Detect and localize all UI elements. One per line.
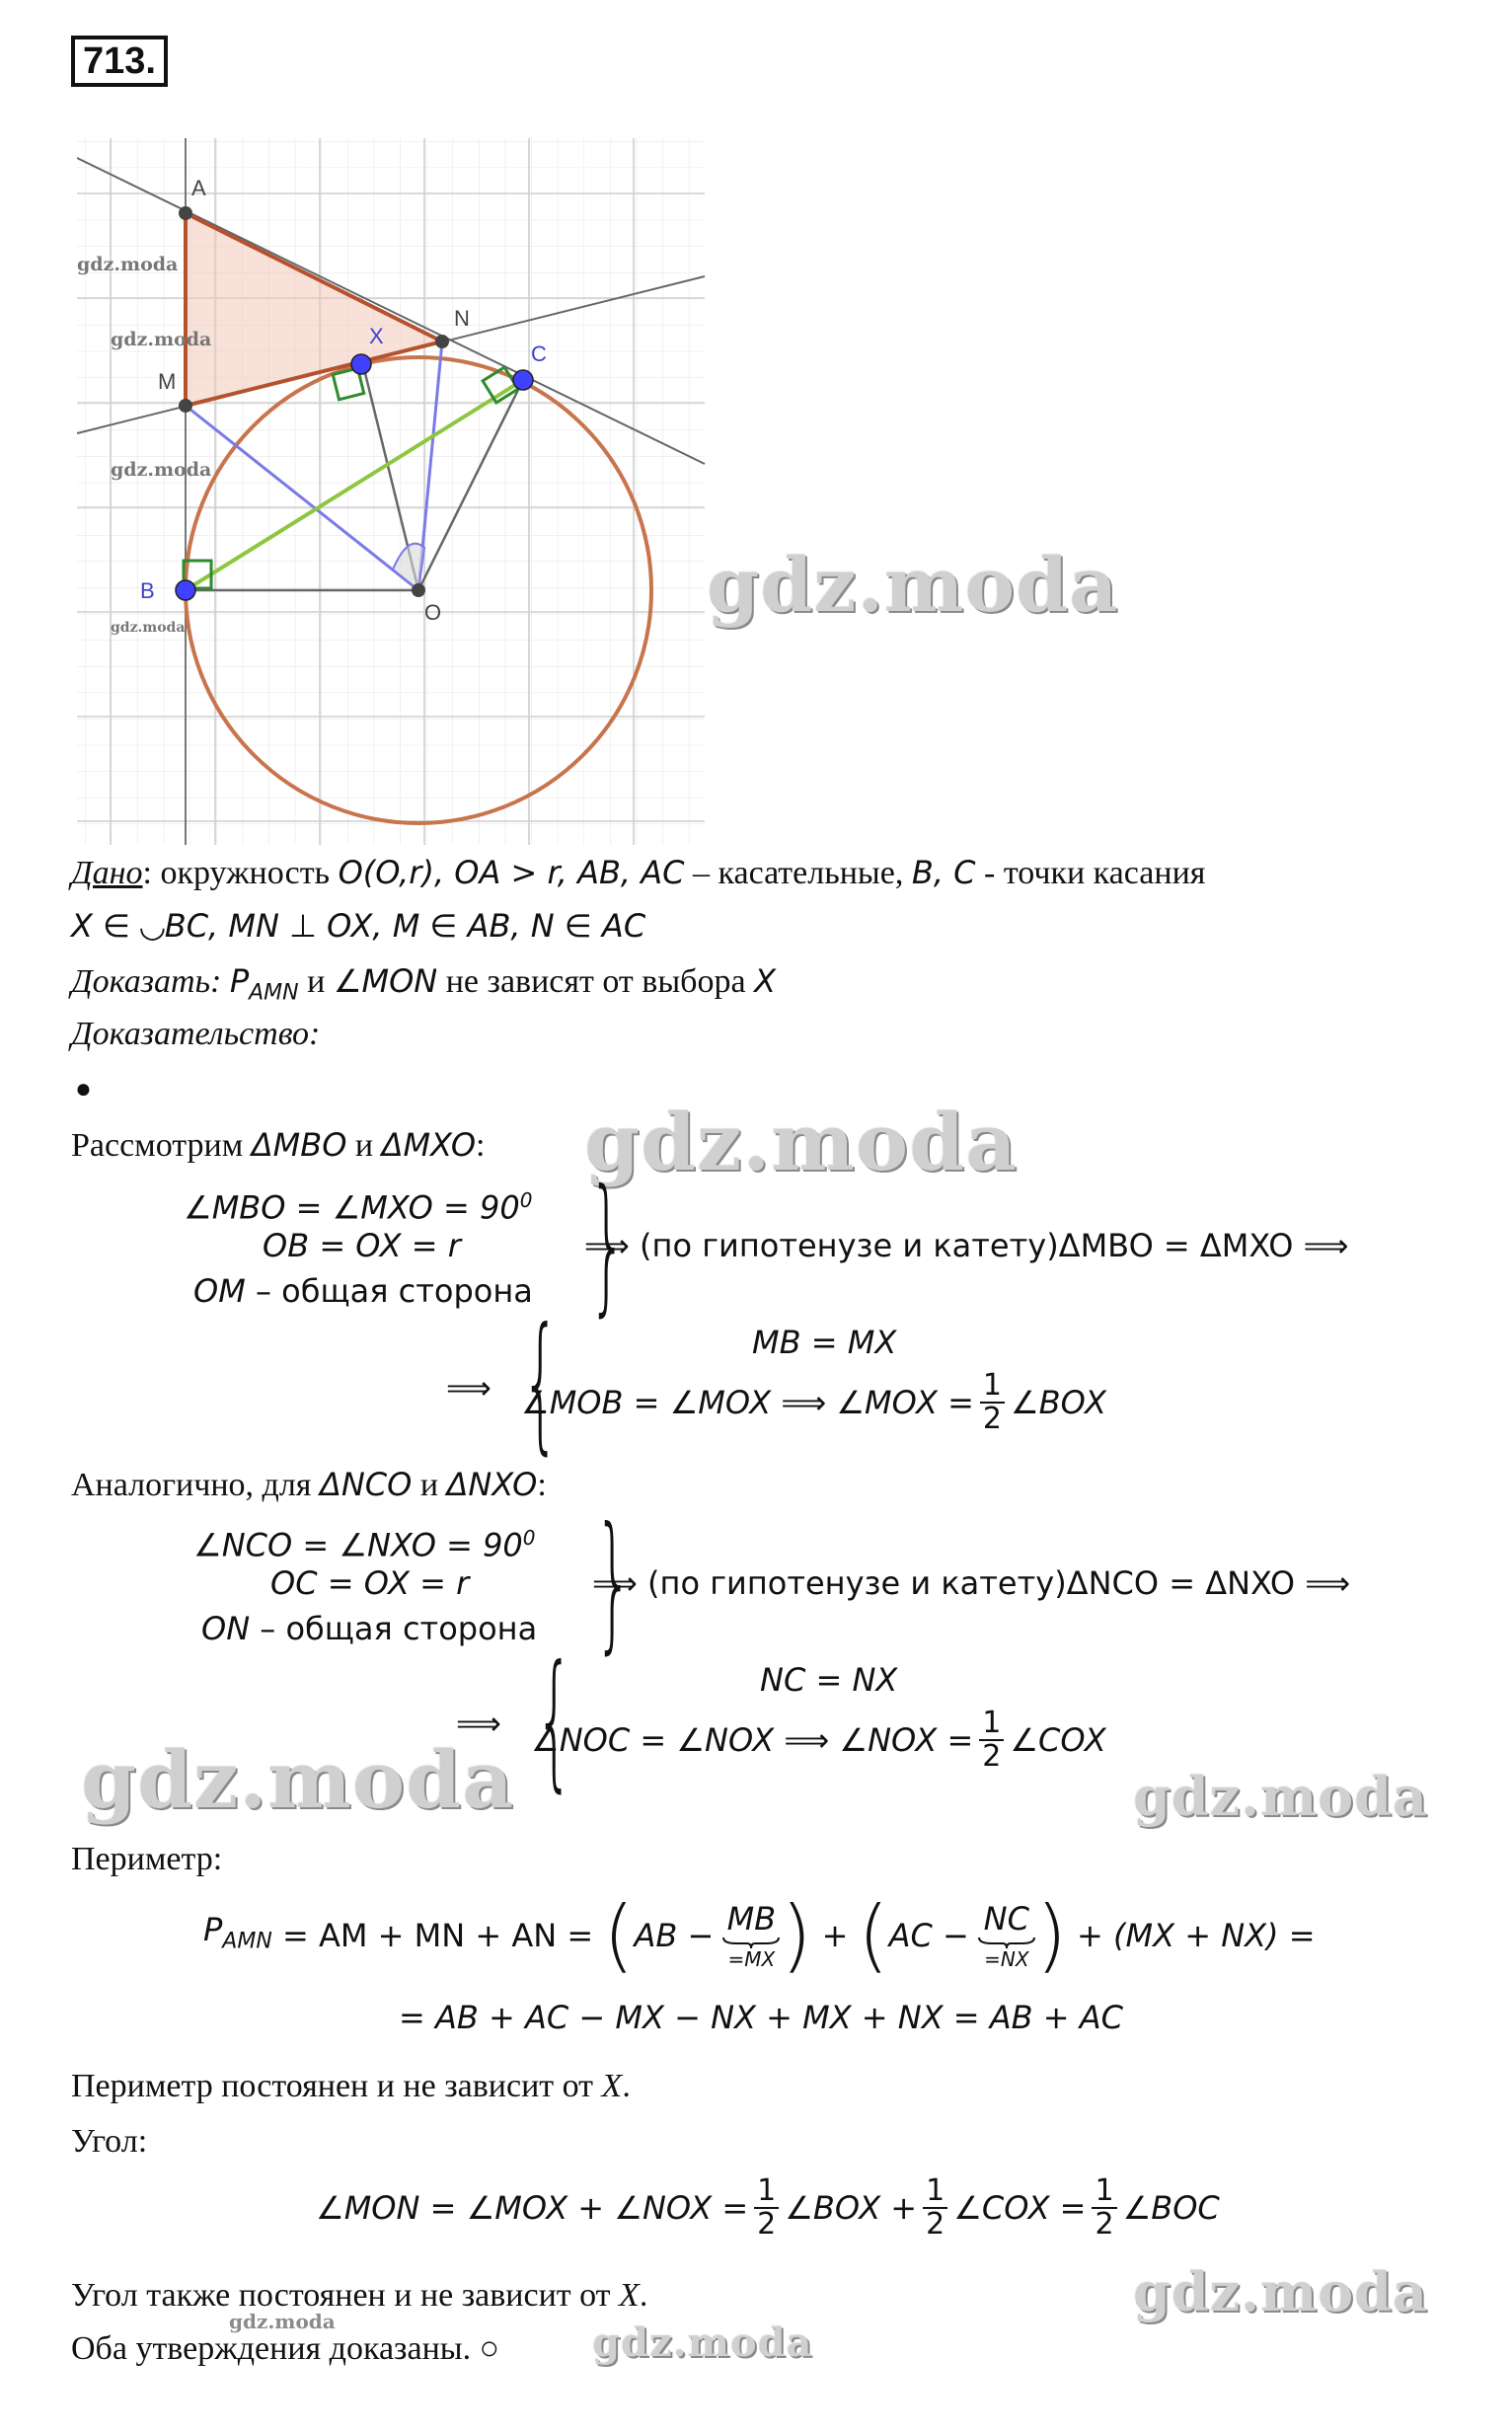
part1-eq1: MB = MX bbox=[752, 1324, 897, 1361]
underbrace-mb: MB =MX bbox=[721, 1902, 781, 1969]
left-brace: { bbox=[535, 1635, 573, 1806]
fraction: $\frac{1}{2}$ bbox=[754, 2175, 779, 2241]
fraction: $\frac{1}{2}$ bbox=[923, 2175, 947, 2241]
given-line-1: Дано: окружность O(O,r), OA > r, AB, AC – касательные, B, C - точки касания bbox=[71, 854, 1206, 891]
point-n bbox=[435, 335, 449, 348]
geometry-figure bbox=[77, 138, 709, 849]
part1-intro: Рассмотрим ΔMBO и ΔMXO: bbox=[71, 1126, 486, 1164]
perimeter-label: Периметр: bbox=[71, 1841, 223, 1877]
point-b bbox=[176, 580, 195, 600]
part1-cond2: OB = OX = r bbox=[263, 1227, 461, 1264]
label-n: N bbox=[454, 306, 470, 331]
left-brace: { bbox=[521, 1297, 560, 1469]
label-c: C bbox=[531, 342, 547, 366]
part2-result: ⟹ (по гипотенузе и катету)ΔNCO = ΔNXO ⟹ bbox=[592, 1564, 1351, 1602]
fraction: $\frac{1}{2}$ bbox=[1092, 2175, 1116, 2241]
part1-arrow: ⟹ bbox=[446, 1369, 491, 1407]
underbrace-nc: NC =NX bbox=[977, 1902, 1036, 1969]
final-statement: Оба утверждения доказаны. ○ bbox=[71, 2330, 500, 2367]
part1-eq2: ∠MOB = ∠MOX ⟹ ∠MOX = $\frac{1}{2}$ ∠BOX bbox=[521, 1368, 1106, 1436]
figure-watermark: gdz.moda bbox=[77, 254, 179, 275]
fraction: $\frac{1}{2}$ bbox=[980, 1370, 1005, 1435]
prove-line: Доказать: $P_{AMN}$ и ∠MON не зависят от выбора X bbox=[71, 962, 776, 1006]
part2-arrow: ⟹ bbox=[456, 1705, 501, 1742]
figure-watermark: gdz.moda bbox=[111, 329, 212, 350]
part2-cond1: ∠NCO = ∠NXO = $90^0$ bbox=[193, 1526, 536, 1564]
watermark: gdz.moda bbox=[81, 1733, 514, 1826]
perimeter-line2: = AB + AC − MX − NX + MX + NX = AB + AC bbox=[399, 1999, 1124, 2036]
watermark: gdz.moda bbox=[1133, 1765, 1428, 1828]
point-o bbox=[412, 583, 425, 597]
point-m bbox=[179, 399, 192, 413]
part2-cond2: OC = OX = r bbox=[270, 1564, 470, 1602]
part2-cond3: ON – общая сторона bbox=[201, 1610, 538, 1647]
angle-label: Угол: bbox=[71, 2123, 148, 2160]
point-c bbox=[513, 370, 533, 390]
part1-result: ⟹ (по гипотенузе и катету)ΔMBO = ΔMXO ⟹ bbox=[584, 1227, 1349, 1264]
proof-label: Доказательство: bbox=[71, 1016, 321, 1052]
figure-watermark: gdz.moda bbox=[111, 459, 212, 481]
label-o: O bbox=[424, 600, 442, 625]
part2-intro: Аналогично, для ΔNCO и ΔNXO: bbox=[71, 1466, 547, 1503]
point-a bbox=[179, 206, 192, 220]
point-x bbox=[351, 354, 371, 374]
right-brace: } bbox=[588, 1159, 627, 1331]
bullet: ● bbox=[75, 1074, 92, 1104]
perimeter-equation: $P_{AMN}$ = AM + MN + AN = ( AB − MB =MX ) + ( AC − NC =NX ) + (MX + NX) = bbox=[203, 1889, 1316, 1981]
label-m: M bbox=[158, 369, 177, 394]
given-line-2: X ∈ ◡BC, MN ⊥ OX, M ∈ AB, N ∈ AC bbox=[71, 907, 646, 945]
label-a: A bbox=[191, 176, 206, 200]
right-brace: } bbox=[594, 1496, 633, 1668]
angle-equation: ∠MON = ∠MOX + ∠NOX = $\frac{1}{2}$ ∠BOX + $\frac{1}{2}$ ∠COX = $\frac{1}{2}$ ∠BOC bbox=[316, 2173, 1220, 2242]
label-b: B bbox=[140, 578, 155, 603]
part1-cond1: ∠MBO = ∠MXO = $90^0$ bbox=[184, 1188, 533, 1227]
watermark: gdz.moda bbox=[707, 541, 1119, 629]
label-x: X bbox=[369, 324, 384, 348]
grid-background bbox=[77, 138, 705, 845]
part2-eq2: ∠NOC = ∠NOX ⟹ ∠NOX = $\frac{1}{2}$ ∠COX bbox=[531, 1706, 1106, 1774]
part1-cond3: OM – общая сторона bbox=[193, 1272, 533, 1310]
watermark: gdz.moda bbox=[229, 2310, 336, 2333]
figure-watermark: gdz.moda bbox=[111, 620, 186, 636]
watermark: gdz.moda bbox=[584, 1096, 1018, 1188]
fraction: $\frac{1}{2}$ bbox=[979, 1708, 1004, 1773]
perimeter-conclusion: Периметр постоянен и не зависит от X. bbox=[71, 2068, 631, 2104]
angle-conclusion: Угол также постоянен и не зависит от X. bbox=[71, 2277, 648, 2314]
problem-number: 713. bbox=[71, 36, 168, 87]
given-label: Дано bbox=[71, 855, 143, 891]
watermark: gdz.moda bbox=[592, 2319, 813, 2366]
part2-eq1: NC = NX bbox=[760, 1661, 898, 1699]
watermark: gdz.moda bbox=[1133, 2260, 1428, 2323]
